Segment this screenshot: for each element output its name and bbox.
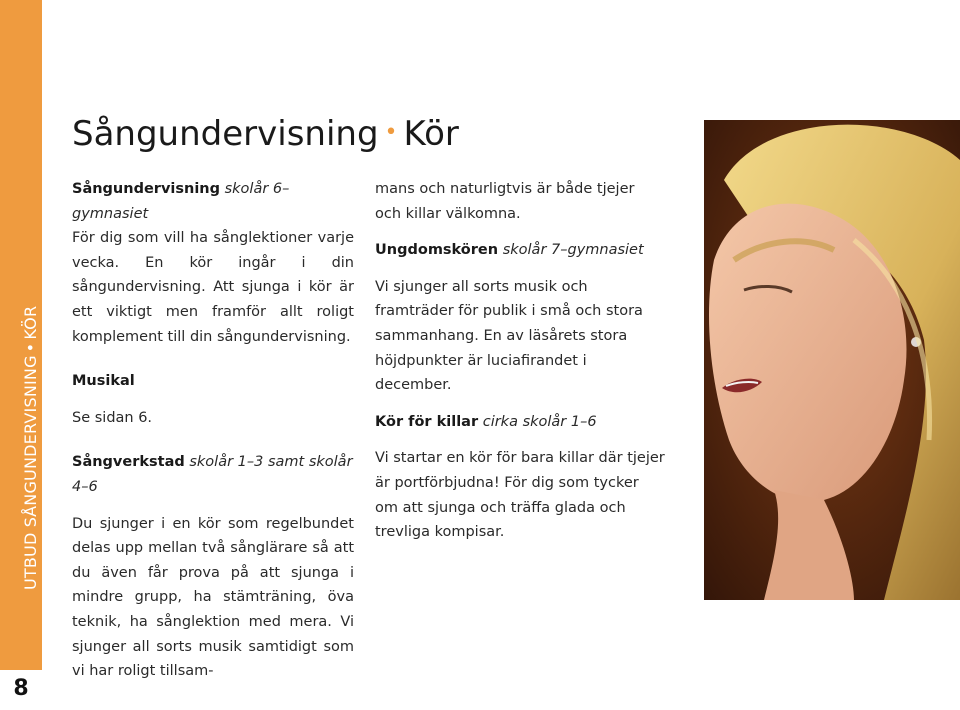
section-body: För dig som vill ha sånglektioner varje vecka. En kör ingår i din sångundervisning. Att sjunga i kör är ett viktigt men framför allt roligt komplement till din sångundervisning.: [72, 230, 354, 345]
singer-photo: [704, 120, 960, 600]
side-band-separator: •: [21, 342, 40, 353]
title-bullet: •: [384, 120, 398, 145]
side-band: [0, 0, 42, 670]
section-heading: [375, 238, 665, 263]
text-column-left: [72, 177, 354, 684]
section-heading-title: Sångundervisning: [72, 181, 220, 197]
text-column-right: [375, 177, 665, 545]
section-body: mans och naturligtvis är både tjejer och killar välkomna.: [375, 181, 635, 222]
section-heading-title: Musikal: [72, 373, 135, 390]
title-right: Kör: [403, 114, 459, 154]
page-number: 8: [13, 676, 29, 701]
section-body: Du sjunger i en kör som regelbundet delas upp mellan två sånglärare så att du även får prova på att sjunga i mindre grupp, ha stämträning, öva teknik, ha sånglektion med mera. Vi sjunger all sorts musik samtidigt som vi har roligt tillsam-: [72, 515, 354, 680]
section-heading-subtitle: skolår 6–gymnasiet: [72, 181, 290, 222]
section-body: Se sidan 6.: [72, 409, 153, 426]
side-band-label-right: KÖR: [21, 305, 40, 340]
side-band-label: [21, 306, 40, 590]
section-heading-subtitle: skolår 7–gymnasiet: [502, 242, 644, 259]
section-body: Vi startar en kör för bara killar där tjejer är portförbjudna! För dig som tycker om att sjunga och träffa glada och trevliga kompisar.: [375, 450, 665, 541]
section-heading-subtitle: skolår 1–3 samt skolår 4–6: [72, 454, 353, 495]
section-heading: [72, 177, 354, 226]
title-left: Sångundervisning: [72, 114, 379, 154]
section-heading: [72, 450, 354, 499]
section-heading: [375, 410, 665, 435]
section-body: Vi sjunger all sorts musik och framträder för publik i små och stora sammanhang. En av läsårets stora höjdpunkter är luciafirandet i december.: [375, 278, 643, 394]
section-heading-title: Kör för killar: [375, 413, 479, 430]
side-band-label-left: UTBUD SÅNGUNDERVISNING: [21, 355, 40, 590]
section-heading-title: Sångverkstad: [72, 454, 185, 471]
section-heading-subtitle: cirka skolår 1–6: [482, 413, 597, 430]
page-title: [72, 114, 459, 154]
section-heading-title: Ungdomskören: [375, 242, 499, 259]
